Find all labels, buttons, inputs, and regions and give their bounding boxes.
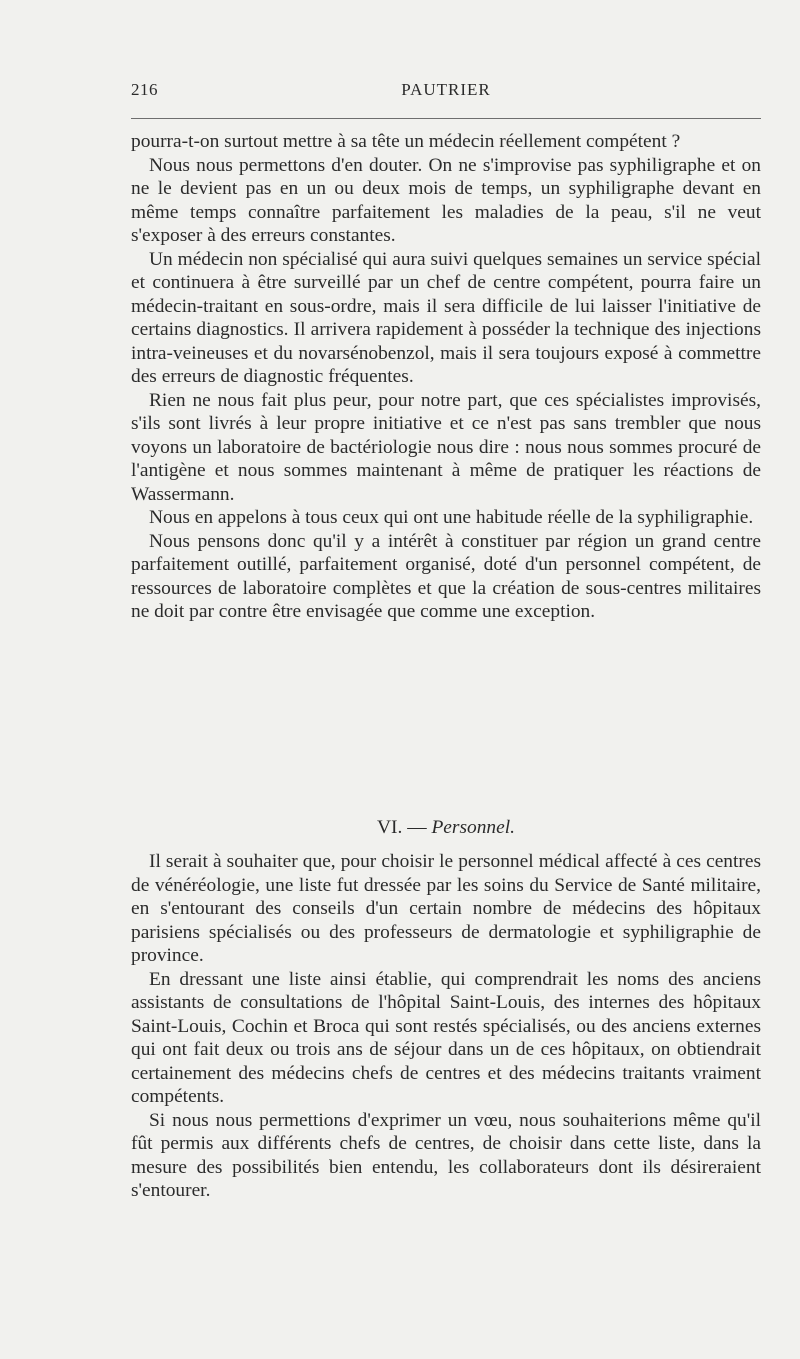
- running-head: [131, 80, 761, 102]
- section-number: VI. —: [377, 817, 427, 838]
- section-six-body: [131, 850, 761, 1203]
- paragraph: Nous pensons donc qu'il y a intérêt à constituer par région un grand centre parfaitement outillé, parfaitement organisé, doté d'un personnel compétent, de ressources de laboratoire complètes et que la création de sous-centres militaires ne doit par contre être envisagée que comme une exception.: [131, 530, 761, 622]
- paragraph: En dressant une liste ainsi établie, qui comprendrait les noms des anciens assistants de consultations de l'hôpital Saint-Louis, des internes des hôpitaux Saint-Louis, Cochin et Broca qui sont restés spécialisés, ou des anciens externes qui ont fait deux ou trois ans de séjour dans un de ces hôpitaux, on obtiendrait certainement des médecins chefs de centres et des médecins traitants vraiment compétents.: [131, 968, 761, 1107]
- paragraph: Il serait à souhaiter que, pour choisir le personnel médical affecté à ces centres de vénéréologie, une liste fut dressée par les soins du Service de Santé militaire, en s'entourant des conseils d'un certain nombre de médecins des hôpitaux parisiens spécialisés ou des professeurs de dermatologie et syphiligraphie de province.: [131, 851, 761, 966]
- section-five-body: [131, 130, 761, 624]
- section-heading: [131, 816, 761, 840]
- paragraph: Nous nous permettons d'en douter. On ne s'improvise pas syphiligraphe et on ne le devient pas en un ou deux mois de temps, un syphiligraphe devant en même temps connaître parfaitement les maladies de la peau, s'il ne veut s'exposer à des erreurs constantes.: [131, 154, 761, 246]
- page-number: 216: [131, 80, 158, 99]
- paragraph: Rien ne nous fait plus peur, pour notre part, que ces spécialistes improvisés, s'ils sont livrés à leur propre initiative et ce n'est pas sans trembler que nous voyons un laboratoire de bactériologie nous dire : nous nous sommes procuré de l'antigène et nous sommes maintenant à même de pratiquer les réactions de Wassermann.: [131, 389, 761, 505]
- running-title: PAUTRIER: [401, 80, 491, 99]
- header-divider: [131, 118, 761, 119]
- section-title: Personnel.: [431, 817, 515, 838]
- paragraph: Nous en appelons à tous ceux qui ont une habitude réelle de la syphiligraphie.: [149, 507, 754, 528]
- paragraph: Un médecin non spécialisé qui aura suivi quelques semaines un service spécial et continuera à être surveillé par un chef de centre compétent, pourra faire un médecin-traitant en sous-ordre, mais il sera difficile de lui laisser l'initiative de certains diagnostics. Il arrivera rapidement à posséder la technique des injections intra-veineuses et du novarsénobenzol, mais il sera toujours exposé à commettre des erreurs de diagnostic fréquentes.: [131, 248, 761, 387]
- paragraph: pourra-t-on surtout mettre à sa tête un médecin réellement compétent ?: [131, 131, 681, 152]
- paragraph: Si nous nous permettions d'exprimer un vœu, nous souhaiterions même qu'il fût permis aux différents chefs de centres, de choisir dans cette liste, dans la mesure des possibilités bien entendu, les collaborateurs dont ils désireraient s'entourer.: [131, 1109, 761, 1201]
